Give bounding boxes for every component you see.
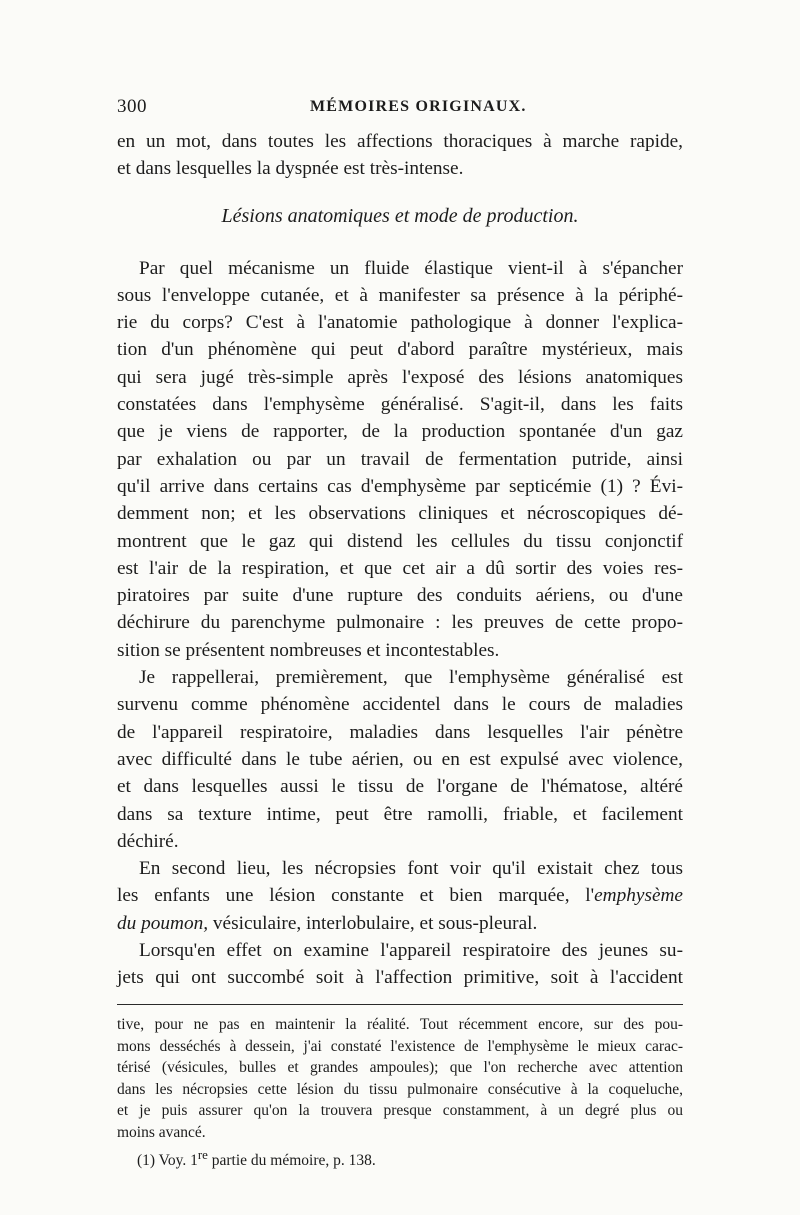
text-line: survenu comme phénomène accidentel dans le cours de maladies	[117, 694, 683, 716]
text-line: rie du corps? C'est à l'anatomie pathologique à donner l'explica-	[117, 312, 683, 334]
text-line: tion d'un phénomène qui peut d'abord paraître mystérieux, mais	[117, 339, 683, 361]
text-line: est l'air de la respiration, et que cet air a dû sortir des voies res-	[117, 557, 683, 579]
main-text	[117, 128, 683, 992]
text-line: qui sera jugé très-simple après l'exposé des lésions anatomiques	[117, 366, 683, 388]
paragraph-examination	[117, 937, 683, 992]
text-line: en un mot, dans toutes les affections thoraciques à marche rapide,	[117, 131, 683, 152]
text-line: dans sa texture intime, peut être ramolli, friable, et facilement	[117, 803, 683, 825]
running-head: MÉMOIRES ORIGINAUX.	[310, 98, 527, 115]
page-number: 300	[117, 96, 147, 117]
footnote-line: tive, pour ne pas en maintenir la réalité. Tout récemment encore, sur des pou-	[117, 1016, 683, 1033]
footnote-separator	[117, 1004, 683, 1005]
footnote-1-text: partie du mémoire, p. 138.	[207, 1151, 376, 1169]
text-line: avec difficulté dans le tube aérien, ou en est expulsé avec violence,	[117, 748, 683, 770]
text-line: piratoires par suite d'une rupture des conduits aériens, ou d'une	[117, 585, 683, 607]
text-line: Lorsqu'en effet on examine l'appareil respiratoire des jeunes su-	[139, 940, 683, 962]
footnote-line: dans les nécropsies cette lésion du tissu pulmonaire consécutive à la coqueluche,	[117, 1080, 683, 1098]
section-heading: Lésions anatomiques et mode de production.	[221, 204, 579, 227]
footnote-1	[117, 1144, 683, 1169]
footnote-line: mons desséchés à dessein, j'ai constaté l'existence de l'emphysème le mieux carac-	[117, 1037, 683, 1055]
text-line: et dans lesquelles aussi le tissu de l'organe de l'hématose, altéré	[117, 776, 683, 798]
text-line	[117, 882, 683, 909]
text-line: demment non; et les observations cliniques et nécroscopiques dé-	[117, 503, 683, 525]
text-line: montrent que le gaz qui distend les cellules du tissu conjonctif	[117, 530, 683, 552]
paragraph-second-proof	[117, 855, 683, 937]
text-line: et dans lesquelles la dyspnée est très-intense.	[117, 158, 464, 180]
footnote-line: et je puis assurer qu'on la trouvera presque constamment, à un degré plus ou	[117, 1102, 683, 1120]
footnote-continuation	[117, 1014, 683, 1144]
italic-term: du poumon,	[117, 912, 209, 934]
footnotes	[117, 1014, 683, 1169]
text-line: Je rappellerai, premièrement, que l'emphysème généralisé est	[139, 667, 683, 689]
text-line: que je viens de rapporter, de la production spontanée d'un gaz	[117, 421, 683, 443]
intro-paragraph	[117, 128, 683, 183]
text-line: En second lieu, les nécropsies font voir qu'il existait chez tous	[139, 858, 683, 880]
text-line: sition se présentent nombreuses et incontestables.	[117, 639, 500, 661]
text-line: déchiré.	[117, 830, 179, 852]
text-line: qu'il arrive dans certains cas d'emphysème par septicémie (1) ? Évi-	[117, 475, 683, 497]
text-line	[117, 910, 683, 937]
text-line: constatées dans l'emphysème généralisé. S'agit-il, dans les faits	[117, 394, 683, 416]
paragraph-mechanism	[117, 255, 683, 664]
footnote-line: moins avancé.	[117, 1123, 206, 1141]
text-run: vésiculaire, interlobulaire, et sous-pleural.	[208, 912, 538, 934]
text-line: sous l'enveloppe cutanée, et à manifester sa présence à la périphé-	[117, 284, 683, 306]
text-line: jets qui ont succombé soit à l'affection primitive, soit à l'accident	[117, 967, 683, 989]
text-line: par exhalation ou par un travail de fermentation putride, ainsi	[117, 448, 683, 470]
footnote-1-superscript: re	[197, 1146, 208, 1162]
paragraph-first-proof	[117, 664, 683, 855]
text-line: de l'appareil respiratoire, maladies dans lesquelles l'air pénètre	[117, 721, 683, 743]
text-run: les enfants une lésion constante et bien marquée, l'	[117, 885, 595, 907]
text-line: Par quel mécanisme un fluide élastique vient-il à s'épancher	[139, 257, 683, 279]
footnote-line: térisé (vésicules, bulles et grandes ampoules); que l'on recherche avec attention	[117, 1059, 683, 1077]
italic-term: emphysème	[594, 885, 683, 907]
text-line: déchirure du parenchyme pulmonaire : les preuves de cette propo-	[117, 612, 683, 634]
footnote-1-prefix: (1) Voy. 1	[137, 1151, 198, 1169]
page-header	[117, 96, 683, 124]
